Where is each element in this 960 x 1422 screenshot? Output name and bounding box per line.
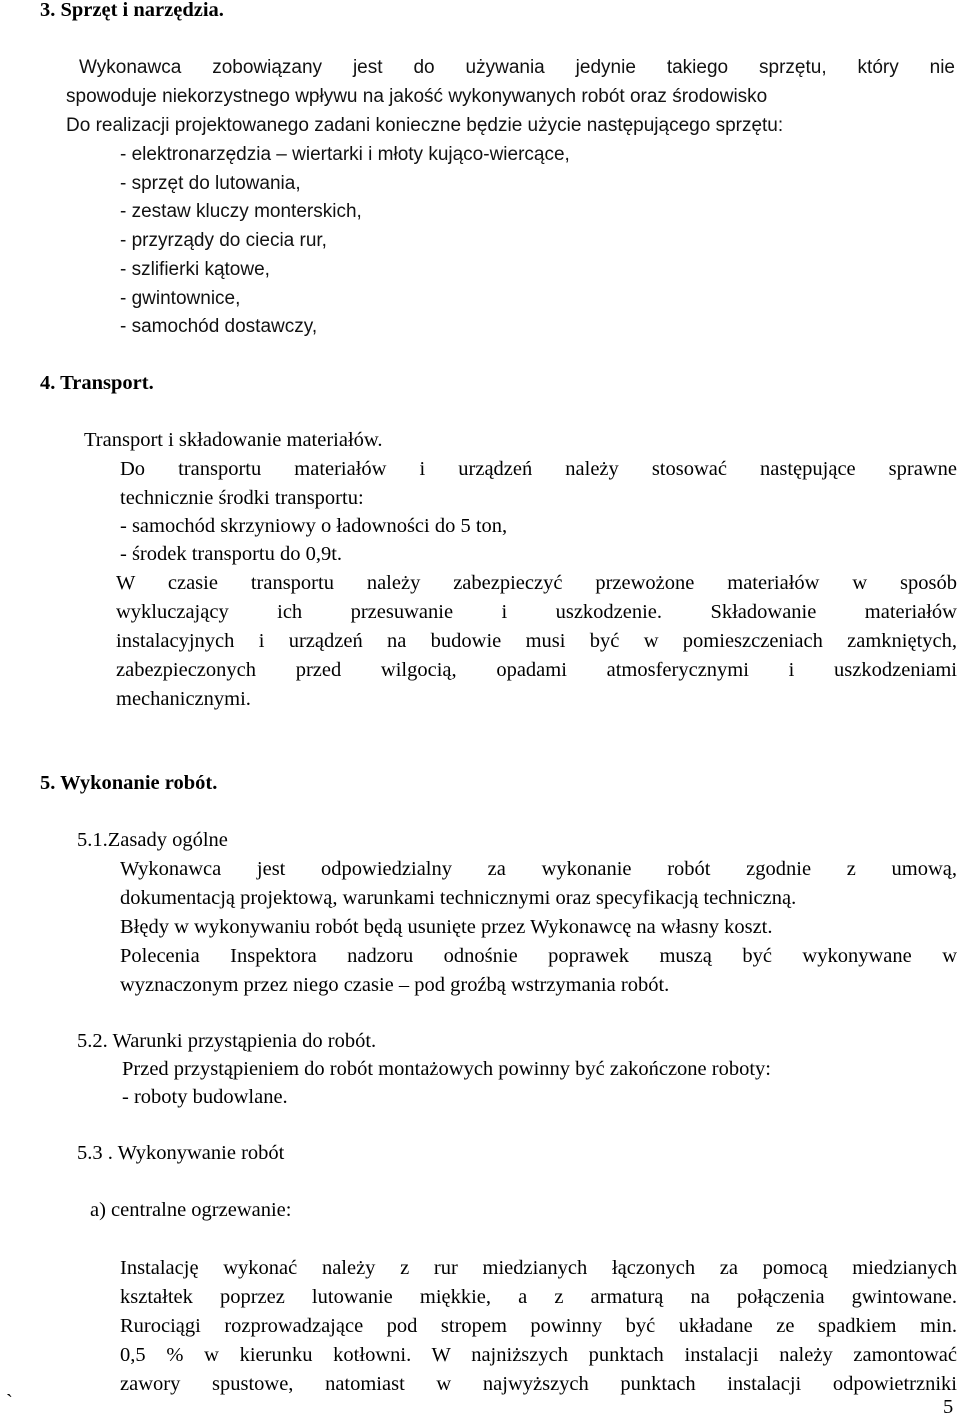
section-5-1-paragraph [120,855,957,1000]
section-4-paragraph-2 [116,569,957,714]
paragraph-line: instalacyjnych i urządzeń na budowie musi być w pomieszczeniach zamkniętych, [116,630,957,652]
paragraph-line: Do realizacji projektowanego zadani konieczne będzie użycie następującego sprzętu: [66,115,784,136]
section-5-3-heading: 5.3 . Wykonywanie robót [77,1142,285,1164]
list-item: - sprzęt do lutowania, [120,173,301,194]
paragraph-line: zabezpieczonych przed wilgocią, opadami atmosferycznymi i uszkodzeniami [116,659,957,681]
paragraph-line: Błędy w wykonywaniu robót będą usunięte przez Wykonawcę na własny koszt. [120,916,773,938]
list-item: - elektronarzędzia – wiertarki i młoty kująco-wiercące, [120,144,570,165]
list-item: - roboty budowlane. [122,1086,288,1108]
section-3-intro [79,53,955,82]
list-item: - szlifierki kątowe, [120,259,270,280]
paragraph-line: 0,5 % w kierunku kotłowni. W najniższych punktach instalacji należy zamontować [120,1344,957,1366]
paragraph-line: Rurociągi rozprowadzające pod stropem powinny być układane ze spadkiem min. [120,1315,957,1337]
paragraph-line: W czasie transportu należy zabezpieczyć przewożone materiałów w sposób [116,572,957,594]
section-4-heading: 4. Transport. [40,372,154,394]
page-number: 5 [943,1396,954,1418]
section-3-heading: 3. Sprzęt i narzędzia. [40,0,224,21]
paragraph-line: mechanicznymi. [116,688,251,710]
list-item: - samochód dostawczy, [120,316,318,337]
paragraph-line: zawory spustowe, natomiast w najwyższych punktach instalacji odpowietrzniki [120,1373,957,1395]
paragraph-line: Do transportu materiałów i urządzeń należy stosować następujące sprawne [120,458,957,480]
list-item: - gwintownice, [120,288,241,309]
paragraph-line: spowoduje niekorzystnego wpływu na jakość wykonywanych robót oraz środowisko [66,86,768,107]
paragraph-line: Wykonawca jest odpowiedzialny za wykonanie robót zgodnie z umową, [120,858,957,880]
paragraph-line: Instalację wykonać należy z rur miedzianych łączonych za pomocą miedzianych [120,1257,957,1279]
paragraph-line: Polecenia Inspektora nadzoru odnośnie poprawek muszą być wykonywane w [120,945,957,967]
list-item: - zestaw kluczy monterskich, [120,201,362,222]
section-5-2-heading: 5.2. Warunki przystąpienia do robót. [77,1030,377,1052]
section-5-3-a-heading: a) centralne ogrzewanie: [90,1199,292,1221]
paragraph-line: technicznie środki transportu: [120,487,364,509]
list-item: - samochód skrzyniowy o ładowności do 5 ton, [120,515,508,537]
paragraph-line: wykluczający ich przesuwanie i uszkodzenie. Składowanie materiałów [116,601,957,623]
list-item: - przyrządy do ciecia rur, [120,230,327,251]
paragraph-line: kształtek poprzez lutowanie miękkie, a z armaturą na połączenia gwintowane. [120,1286,957,1308]
section-5-3-a-paragraph [120,1254,957,1399]
paragraph-line: Wykonawca zobowiązany jest do używania jedynie takiego sprzętu, który nie [79,57,955,78]
section-5-1-heading: 5.1.Zasady ogólne [77,829,228,851]
paragraph-line: Przed przystąpieniem do robót montażowych powinny być zakończone roboty: [122,1058,771,1080]
list-item: - środek transportu do 0,9t. [120,543,343,565]
footer-mark: ` [6,1391,13,1413]
section-4-subheading: Transport i składowanie materiałów. [84,429,383,451]
section-4-paragraph-1 [120,455,957,513]
paragraph-line: dokumentacją projektową, warunkami technicznymi oraz specyfikacją techniczną. [120,887,797,909]
section-5-heading: 5. Wykonanie robót. [40,772,218,794]
paragraph-line: wyznaczonym przez niego czasie – pod groźbą wstrzymania robót. [120,974,670,996]
